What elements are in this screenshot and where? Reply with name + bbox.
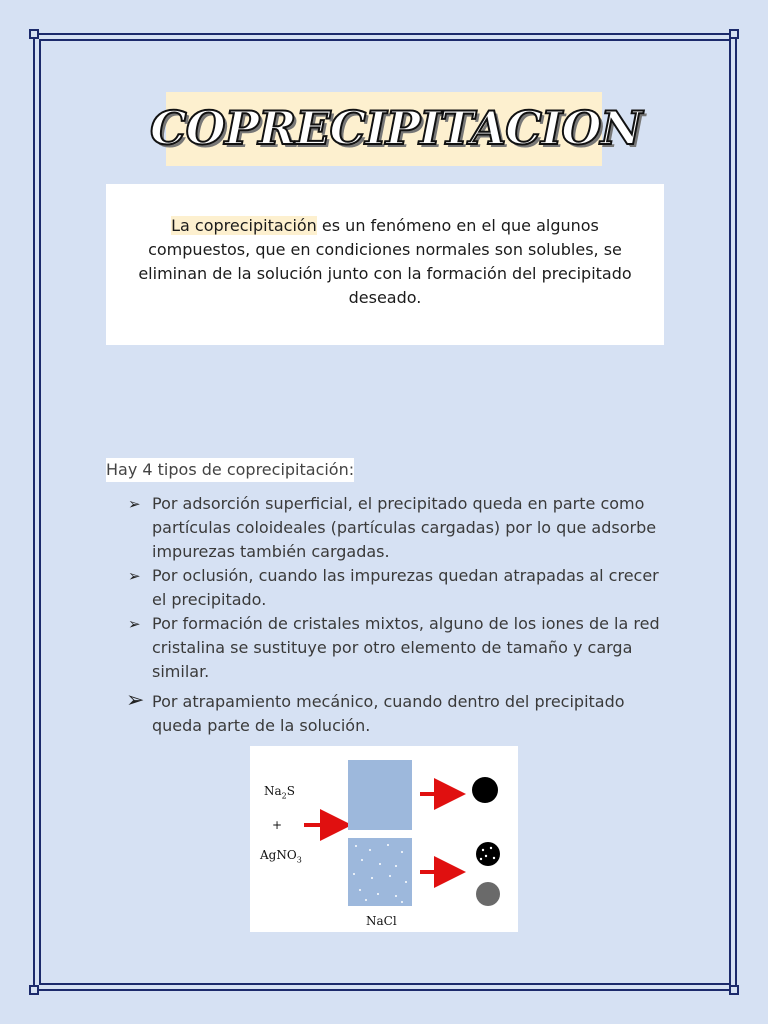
border-corner: [729, 29, 739, 39]
list-item: [126, 492, 666, 564]
type-text: Por adsorción superficial, el precipitado queda en parte como partículas coloideales (partículas cargadas) por lo que adsorbe impurezas también cargadas.: [152, 494, 657, 561]
type-text: Por oclusión, cuando las impurezas quedan atrapadas al crecer el precipitado.: [152, 566, 659, 609]
reactant-na2s: $Na_2S$: [264, 784, 295, 801]
list-item: [126, 564, 666, 612]
arrow-bullet-icon: ➢: [128, 495, 141, 513]
definition-text: es un fenómeno en el que algunos compuestos, que en condiciones normales son solubles, se eliminan de la solución junto con la formación del precipitado deseado.: [138, 216, 632, 307]
border-corner: [729, 985, 739, 995]
pure-precipitate-icon: [472, 777, 498, 803]
definition-box: [106, 184, 664, 345]
types-intro: Hay 4 tipos de coprecipitación:: [106, 458, 354, 482]
solution-clear: [348, 760, 412, 830]
arrow-bullet-icon: ➢: [128, 615, 141, 633]
solution-with-impurities: [348, 838, 412, 906]
border-corner: [29, 29, 39, 39]
list-item: [126, 612, 666, 684]
plus-sign: +: [272, 818, 283, 832]
diagram-graphics: [250, 746, 518, 932]
types-list: [126, 492, 666, 738]
solution-label-nacl: NaCl: [366, 914, 397, 928]
arrow-bullet-icon: ➢: [126, 688, 145, 713]
list-item: [126, 690, 666, 738]
type-text: Por formación de cristales mixtos, alguno de los iones de la red cristalina se sustituye por otro elemento de tamaño y carga similar.: [152, 614, 660, 681]
page-title: COPRECIPITACION: [150, 101, 642, 155]
border-corner: [29, 985, 39, 995]
occluded-precipitate-icon: [476, 842, 500, 866]
type-text: Por atrapamiento mecánico, cuando dentro del precipitado queda parte de la solución.: [152, 692, 625, 735]
definition-term: La coprecipitación: [171, 216, 317, 235]
mixed-precipitate-icon: [476, 882, 500, 906]
coprecipitation-diagram: [250, 746, 518, 932]
reactant-agno3: AgNO$_3$: [260, 848, 302, 865]
arrow-bullet-icon: ➢: [128, 567, 141, 585]
